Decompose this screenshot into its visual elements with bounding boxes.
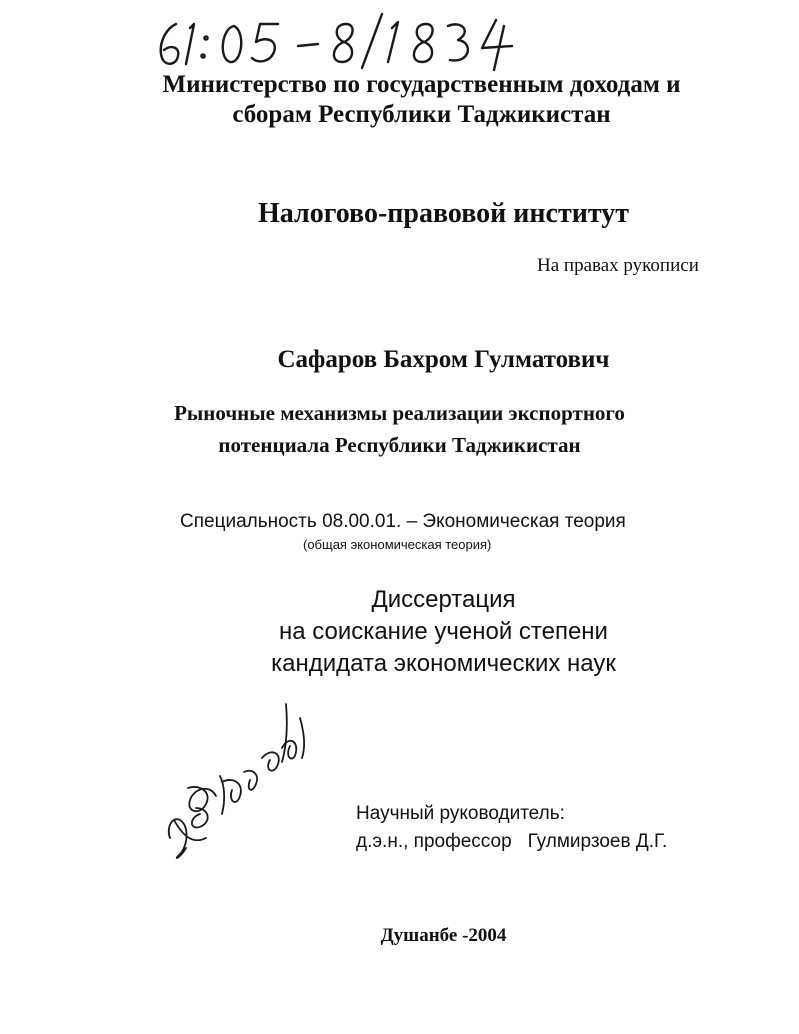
- supervisor-name: Гулмирзоев Д.Г.: [527, 831, 668, 852]
- author-name: Сафаров Бахром Гулматович: [277, 346, 610, 373]
- ministry-heading: [0, 70, 799, 130]
- supervisor-label: Научный руководитель:: [356, 803, 565, 824]
- handwritten-signature: [160, 688, 320, 868]
- handwritten-stamp-drawing: [150, 6, 530, 78]
- signature-drawing: [160, 688, 320, 868]
- ministry-line-2: сборам Республики Таджикистан: [232, 101, 611, 128]
- dissertation-line-2: на соискание ученой степени: [279, 618, 608, 645]
- city-year: Душанбе -2004: [380, 925, 507, 946]
- topic-line-1: Рыночные механизмы реализации экспортного: [174, 401, 625, 425]
- topic-line-2: потенциала Республики Таджикистан: [218, 433, 581, 457]
- specialty-note: (общая экономическая теория): [303, 537, 492, 552]
- dissertation-degree-block: [0, 584, 799, 680]
- dissertation-topic: [0, 397, 799, 461]
- institute-title: Налогово-правовой институт: [257, 198, 630, 229]
- dissertation-line-1: Диссертация: [371, 586, 516, 613]
- handwritten-catalog-stamp: [150, 6, 530, 78]
- manuscript-rights-note: На правах рукописи: [537, 255, 699, 276]
- supervisor-block: [356, 800, 667, 856]
- ministry-line-1: Министерство по государственным доходам и: [162, 71, 681, 98]
- supervisor-credentials: [356, 828, 667, 856]
- supervisor-degree: д.э.н., профессор: [356, 831, 512, 852]
- dissertation-line-3: кандидата экономических наук: [271, 650, 616, 677]
- specialty-label: Специальность 08.00.01. – Экономическая теория: [180, 511, 626, 532]
